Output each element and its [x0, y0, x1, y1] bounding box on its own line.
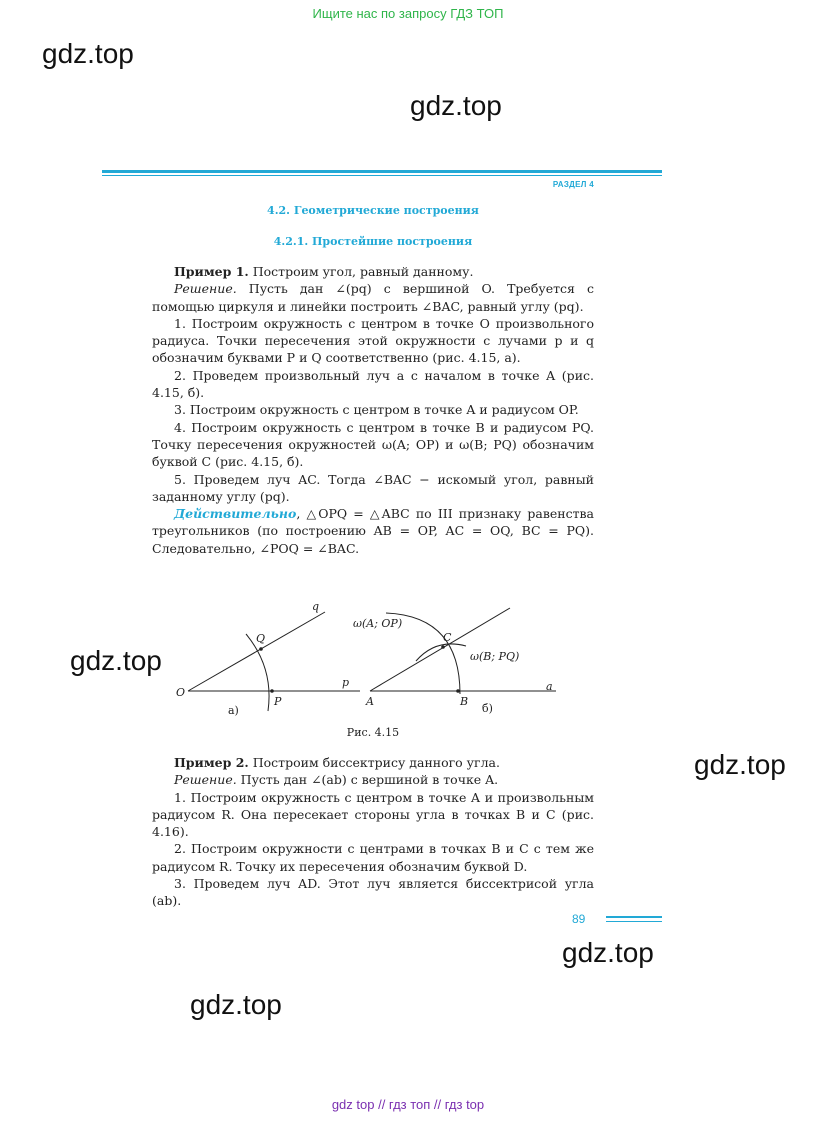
top-search-link[interactable]: Ищите нас по запросу ГДЗ ТОП: [312, 6, 504, 21]
watermark: gdz.top: [190, 989, 282, 1020]
point-C: [441, 645, 445, 649]
section-label: РАЗДЕЛ 4: [552, 180, 594, 189]
label-a: a: [546, 680, 553, 693]
example2-step1: 1. Построим окружность с центром в точке A и произвольным радиусом R. Она пересекает стороны угла в точках B и C (рис. 4.16).: [152, 789, 594, 840]
watermark: gdz.top: [410, 90, 502, 121]
figure-b: [353, 608, 556, 715]
example1-step1: 1. Построим окружность с центром в точке O произвольного радиуса. Точки пересечения этой окружности с лучами p и q обозначим буквами P и Q соответственно (рис. 4.15, а).: [152, 315, 594, 366]
watermark: gdz.top: [562, 937, 654, 968]
subsection-heading: 4.2.1. Простейшие построения: [273, 235, 473, 248]
watermark: gdz.top: [70, 645, 162, 676]
label-p: p: [342, 676, 350, 689]
figure-a: [176, 600, 360, 717]
label-sub-b: б): [482, 702, 493, 715]
page-number-rule-thin: [606, 921, 662, 922]
ray-q: [188, 612, 325, 691]
label-Q: Q: [256, 632, 266, 645]
arc-circle-O: [246, 634, 269, 711]
example2-step3: 3. Проведем луч AD. Этот луч является биссектрисой угла (ab).: [152, 876, 594, 909]
label-O: O: [176, 686, 186, 699]
label-q: q: [312, 600, 320, 613]
label-C: C: [443, 631, 452, 644]
label-B: B: [460, 695, 469, 708]
label-omega-B: ω(B; PQ): [470, 650, 520, 663]
example1-block: [152, 263, 594, 557]
figure-caption: Рис. 4.15: [346, 726, 400, 739]
example2-title: Пример 2. Построим биссектрису данного угла.: [174, 755, 500, 770]
bottom-links[interactable]: gdz top // гдз топ // гдз top: [331, 1097, 485, 1112]
label-P: P: [274, 695, 282, 708]
example1-step5: 5. Проведем луч AC. Тогда ∠BAC − искомый угол, равный заданному углу (pq).: [152, 471, 594, 504]
example2-solution: Решение. Пусть дан ∠(ab) с вершиной в точке A.: [174, 772, 499, 788]
header-rule-thick: [102, 170, 662, 173]
example1-title: Пример 1. Построим угол, равный данному.: [174, 264, 474, 279]
example1-proof: Действительно, △OPQ = △ABC по III признаку равенства треугольников (по построению AB = OP, AC = OQ, BC = PQ). Следовательно, ∠POQ = ∠BAC.: [152, 506, 594, 556]
figure-4-15: [170, 598, 570, 722]
watermark: gdz.top: [694, 749, 786, 780]
example1-solution: Решение. Пусть дан ∠(pq) с вершиной O. Требуется с помощью циркуля и линейки построить ∠BAC, равный углу (pq).: [152, 281, 594, 314]
example1-step2: 2. Проведем произвольный луч a с началом в точке A (рис. 4.15, б).: [152, 367, 594, 401]
page-number: 89: [572, 912, 586, 926]
header-rule-thin: [102, 175, 662, 176]
example2-step2: 2. Построим окружности с центрами в точках B и C с тем же радиусом R. Точку их пересечения обозначим буквой D.: [152, 841, 594, 874]
example1-step3: 3. Построим окружность с центром в точке A и радиусом OP.: [174, 402, 579, 418]
watermark: gdz.top: [42, 38, 134, 69]
arc-omega-B: [416, 644, 466, 661]
label-omega-A: ω(A; OP): [353, 617, 403, 630]
page-number-rule-thick: [606, 916, 662, 918]
point-Q: [259, 647, 263, 651]
label-sub-a: а): [228, 704, 239, 717]
point-B: [456, 689, 460, 693]
label-A: A: [366, 695, 374, 708]
point-P: [270, 689, 274, 693]
section-heading: 4.2. Геометрические построения: [267, 204, 479, 217]
example1-step4: 4. Построим окружность с центром в точке B и радиусом PQ. Точку пересечения окружностей ω(A; OP) и ω(B; PQ) обозначим буквой C (рис. 4.15, б).: [152, 419, 594, 470]
example2-block: [152, 754, 594, 910]
